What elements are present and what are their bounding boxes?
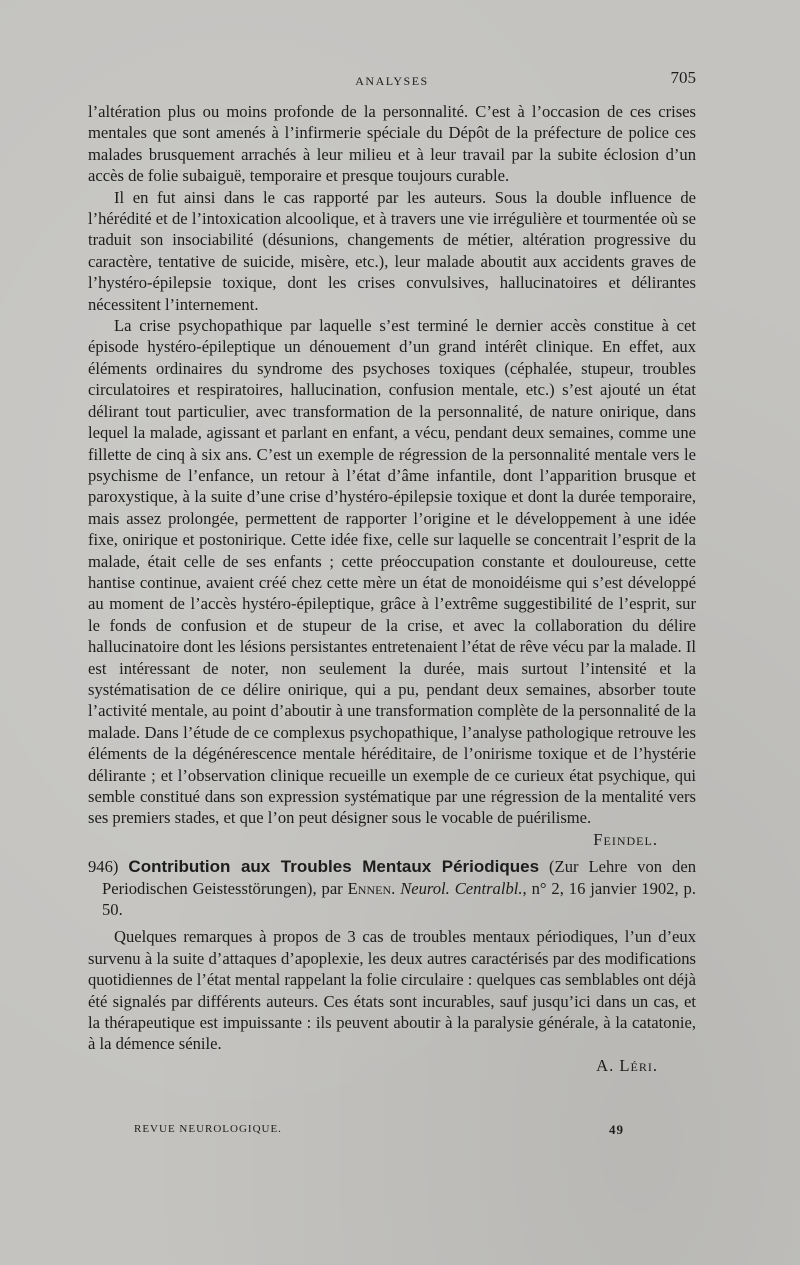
page-header (88, 68, 696, 94)
article-body (88, 101, 696, 1076)
signature-feindel: Feindel. (593, 829, 658, 849)
signature-leri: A. Léri. (596, 1055, 658, 1075)
entry-title: Contribution aux Troubles Mentaux Périodiques (128, 857, 540, 877)
page-number: 705 (670, 68, 696, 87)
entry-citation: , n° 2, 16 janvier 1902, p. 50. (102, 878, 696, 920)
entry-946-heading (88, 856, 696, 920)
paragraph-2: Il en fut ainsi dans le cas rapporté par les auteurs. Sous la double influence de l’hérédité et de l’intoxication alcoolique, et à travers une vie irrégulière et tourmentée où se traduit son insociabilité (désunions, changements de métier, altération progressive du caractère, tentative de suicide, misère, etc.), leur malade aboutit aux accidents graves de l’hystéro-épilepsie toxique, dont les crises convulsives, hallucinatoires et délirantes nécessitent l’internement. (88, 187, 696, 314)
paragraph-4: Quelques remarques à propos de 3 cas de troubles mentaux périodiques, l’un d’eux survenu à la suite d’attaques d’apoplexie, les deux autres caractérisés par des modifications quotidiennes de l’état mental rappelant la folie circulaire : quelques cas semblables ont déjà été signalés par différents auteurs. Ces états sont incurables, sauf jusqu’ici dans un cas, et la thérapeutique est impuissante : ils peuvent aboutir à la paralysie générale, à la catatonie, à la démence sénile. (88, 927, 696, 1054)
paragraph-1: l’altération plus ou moins profonde de la personnalité. C’est à l’occasion de ces crises mentales que sont amenés à l’infirmerie spéciale du Dépôt de la préfecture de police ces malades brusquement arrachés à leur milieu et à leur travail par la subite éclosion d’un accès de folie subaiguë, temporaire et presque toujours curable. (88, 102, 696, 186)
paragraph-3: La crise psychopathique par laquelle s’est terminé le dernier accès constitue à cet épisode hystéro-épileptique un dénouement d’un grand intérêt clinique. En effet, aux éléments ordinaires du syndrome des psychoses toxiques (céphalée, stupeur, troubles circulatoires et respiratoires, hallucination, confusion mentale, etc.) s’est ajouté un état délirant tout particulier, avec transformation de la personnalité, de nature onirique, dans lequel la malade, agissant et parlant en enfant, a vécu, pendant deux semaines, comme une fillette de cinq à six ans. C’est un exemple de régression de la personnalité mentale vers le psychisme de l’enfance, un retour à l’état d’âme infantile, dont l’apparition brusque et paroxystique, à la suite d’une crise d’hystéro-épilepsie toxique et dont la durée temporaire, mais assez prolongée, permettent de rapporter l’origine et le développement à une idée fixe, onirique et postonirique. Cette idée fixe, celle sur laquelle se concentrait l’esprit de la malade, était celle de ses enfants ; cette préoccupation constante et douloureuse, cette hantise continue, avaient créé chez cette mère un état de monoidéisme qui s’est développé au moment de l’accès hystéro-épileptique, grâce à l’extrême suggestibilité de l’esprit, sur le fonds de confusion et de stupeur de la crise, et avec la collaboration du délire hallucinatoire dont les lésions persistantes entretenaient l’état de rêve vécu par la malade. Il est intéressant de noter, non seulement la durée, mais surtout l’intensité et la systématisation de ce délire onirique, qui a pu, pendant deux semaines, absorber toute l’activité mentale, au point d’aboutir à une transformation complète de la personnalité de la malade. Dans l’étude de ce complexus psychopathique, l’analyse pathologique retrouve les éléments de la dégénérescence mentale héréditaire, de l’onirisme toxique et de l’hystérie délirante ; et l’observation clinique recueille un exemple de ce curieux état psychique, qui semble constitué dans son expression systématique par une régression de la mentalité vers ses premiers stades, et que l’on peut désigner sous le vocable de puérilisme. (88, 316, 696, 828)
entry-number: 946) (88, 857, 119, 877)
entry-journal: Neurol. Centralbl. (400, 878, 523, 898)
footer-journal-name: REVUE NEUROLOGIQUE. (134, 1123, 282, 1135)
entry-subtitle: (Zur Lehre von den Periodischen Geistesstörungen), par (102, 857, 697, 898)
entry-author: Ennen. (347, 878, 396, 898)
footer-signature-mark: 49 (609, 1122, 624, 1137)
running-title: ANALYSES (355, 74, 429, 88)
